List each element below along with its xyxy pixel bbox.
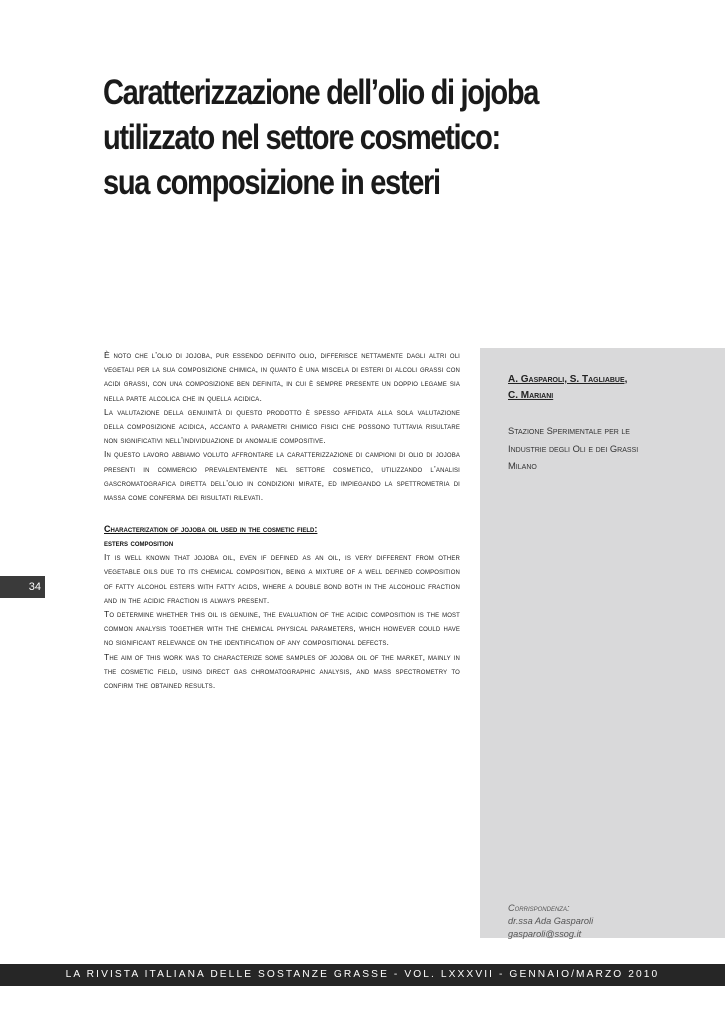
english-title — [104, 522, 460, 550]
authors — [508, 372, 718, 404]
italian-abstract — [104, 348, 460, 504]
correspondence-email[interactable]: gasparoli@ssog.it — [508, 929, 582, 939]
affiliation — [508, 422, 718, 475]
english-abstract — [104, 550, 460, 692]
title-line-3: sua composizione in esteri — [103, 163, 440, 202]
correspondence-contact — [508, 902, 718, 928]
title-line-1: Caratterizzazione dell’olio di jojoba — [103, 73, 539, 112]
english-paragraph-3: The aim of this work was to characterize some samples of jojoba oil of the market, mainly in the cosmetic field, using direct gas chromatographic analysis, and mass spectrometry to confirm the obtained results. — [104, 651, 460, 691]
affiliation-line-3: Milano — [508, 460, 537, 471]
italian-paragraph-3: In questo lavoro abbiamo voluto affrontare la caratterizzazione di campioni di olio di jojoba presenti in commercio prevalentemente nel settore cosmetico, utilizzando l’analisi gascromatografica diretta dell’olio in condizioni mirate, ed impiegando la spettrometria di massa come conferma dei risultati rilevati. — [104, 449, 460, 503]
journal-footer: LA RIVISTA ITALIANA DELLE SOSTANZE GRASSE - VOL. LXXXVII - GENNAIO/MARZO 2010 — [0, 964, 725, 986]
correspondence — [508, 902, 718, 941]
correspondence-name: dr.ssa Ada Gasparoli — [508, 916, 594, 926]
authors-line-2: C. Mariani — [508, 390, 554, 401]
abstract-column — [104, 348, 460, 692]
affiliation-line-1: Stazione Sperimentale per le — [508, 425, 630, 436]
title-line-2: utilizzato nel settore cosmetico: — [103, 118, 500, 157]
page-number: 34 — [0, 576, 45, 598]
english-paragraph-1: It is well known that jojoba oil, even if defined as an oil, is very different from other vegetable oils due to its chemical composition, being a mixture of a well defined composition of fatty alcohol esters with fatty acids, where a double bond both in the alcoholic fraction and in the acidic fraction is always present. — [104, 552, 460, 605]
correspondence-label: Corrispondenza: — [508, 903, 570, 913]
affiliation-line-2: Industrie degli Oli e dei Grassi — [508, 442, 639, 454]
italian-paragraph-2: La valutazione della genuinità di questo prodotto è spesso affidata alla sola valutazione della composizione acidica, accanto a parametri chimico fisici che possono tuttavia risultare non significativi nell’individuazione di anomalie compositive. — [104, 406, 460, 446]
english-title-line-2: esters composition — [104, 538, 174, 549]
article-title — [103, 70, 568, 205]
author-sidebar — [480, 348, 725, 938]
english-title-line-1: Characterization of jojoba oil used in the cosmetic field: — [104, 524, 318, 535]
italian-paragraph-1: È noto che l’olio di jojoba, pur essendo definito olio, differisce nettamente dagli altri oli vegetali per la sua composizione chimica, in quanto è una miscela di esteri di alcoli grassi con acidi grassi, con una composizione ben definita, in cui è sempre presente un doppio legame sia nella parte alcolica che in quella acidica. — [104, 350, 460, 403]
english-paragraph-2: To determine whether this oil is genuine, the evaluation of the acidic composition is the most common analysis together with the chemical physical parameters, which however could have no significant relevance on the identification of any compositional defects. — [104, 609, 460, 648]
authors-line-1: A. Gasparoli, S. Tagliabue, — [508, 374, 628, 385]
